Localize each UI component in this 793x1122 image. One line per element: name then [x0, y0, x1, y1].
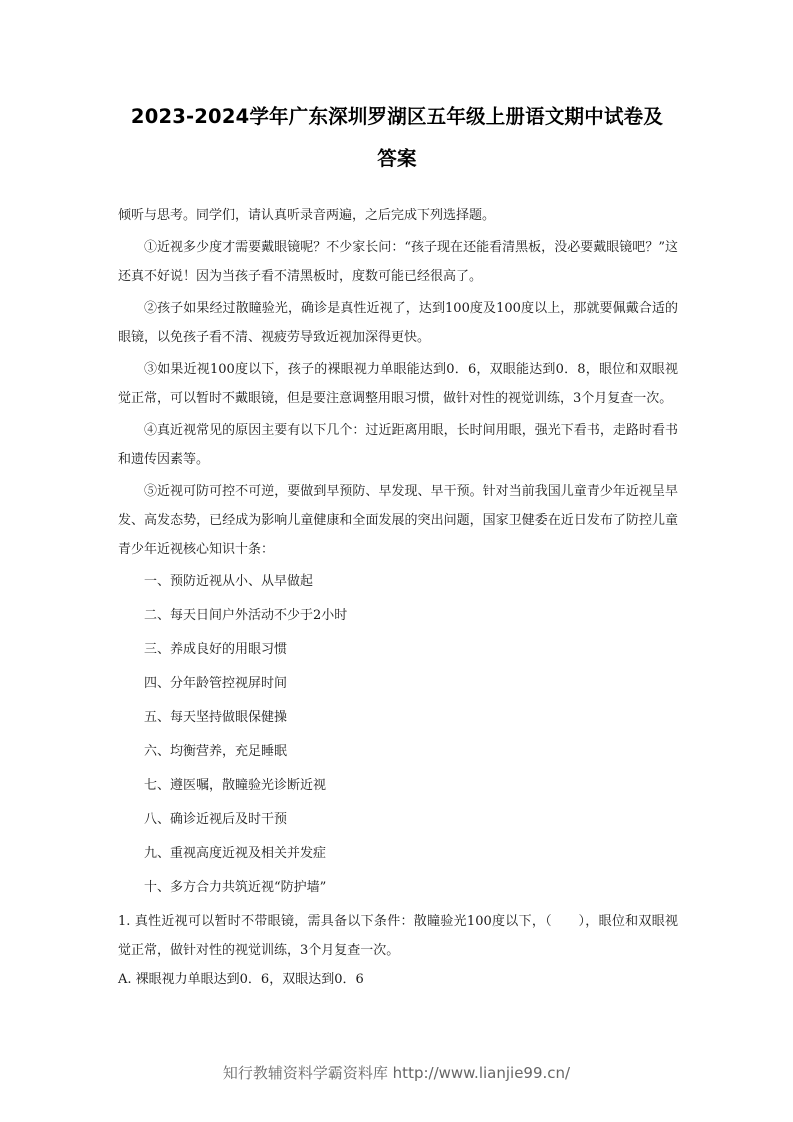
list-item: 四、分年龄管控视屏时间 [144, 676, 288, 691]
document-title [112, 96, 682, 180]
list-item: 十、多方合力共筑近视“防护墙” [144, 880, 327, 895]
list-item: 三、养成良好的用眼习惯 [144, 642, 288, 657]
footer-watermark: 知行教辅资料学霸资料库 http://www.lianjie99.cn/ [222, 1064, 571, 1082]
list-item: 二、每天日间户外活动不少于2小时 [144, 608, 348, 623]
list-item: 九、重视高度近视及相关并发症 [144, 846, 327, 861]
list-item: 六、均衡营养，充足睡眠 [144, 744, 288, 759]
knowledge-list [118, 567, 678, 902]
title-line-2: 答案 [377, 147, 417, 170]
paragraph-3: ③如果近视100度以下，孩子的裸眼视力单眼能达到0．6，双眼能达到0．8，眼位和双眼视觉正常，可以暂时不戴眼镜，但是要注意调整用眼习惯，做针对性的视觉训练，3个月复查一次。 [118, 362, 678, 406]
option-a: A. 裸眼视力单眼达到0．6，双眼达到0．6 [118, 972, 364, 987]
intro-text: 倾听与思考。同学们，请认真听录音两遍，之后完成下列选择题。 [118, 208, 496, 223]
list-item: 八、确诊近视后及时干预 [144, 812, 288, 827]
list-item: 七、遵医嘱，散瞳验光诊断近视 [144, 778, 327, 793]
paragraph-4: ④真近视常见的原因主要有以下几个：过近距离用眼，长时间用眼，强光下看书，走路时看书和遗传因素等。 [118, 423, 678, 467]
document-body [118, 201, 678, 994]
question-1: 1. 真性近视可以暂时不带眼镜，需具备以下条件：散瞳验光100度以下，（ ），眼位和双眼视觉正常，做针对性的视觉训练，3个月复查一次。 [118, 914, 678, 958]
paragraph-2: ②孩子如果经过散瞳验光，确诊是真性近视了，达到100度及100度以上，那就要佩戴合适的眼镜，以免孩子看不清、视疲劳导致近视加深得更快。 [118, 301, 678, 345]
list-item: 一、预防近视从小、从早做起 [144, 574, 314, 589]
paragraph-5: ⑤近视可防可控不可逆，要做到早预防、早发现、早干预。针对当前我国儿童青少年近视呈早发、高发态势，已经成为影响儿童健康和全面发展的突出问题，国家卫健委在近日发布了防控儿童青少年近视核心知识十条： [118, 484, 678, 557]
paragraph-1: ①近视多少度才需要戴眼镜呢？不少家长问：“孩子现在还能看清黑板，没必要戴眼镜吧？”这还真不好说！因为当孩子看不清黑板时，度数可能已经很高了。 [118, 240, 678, 284]
title-line-1: 2023-2024学年广东深圳罗湖区五年级上册语文期中试卷及 [130, 105, 664, 128]
list-item: 五、每天坚持做眼保健操 [144, 710, 288, 725]
